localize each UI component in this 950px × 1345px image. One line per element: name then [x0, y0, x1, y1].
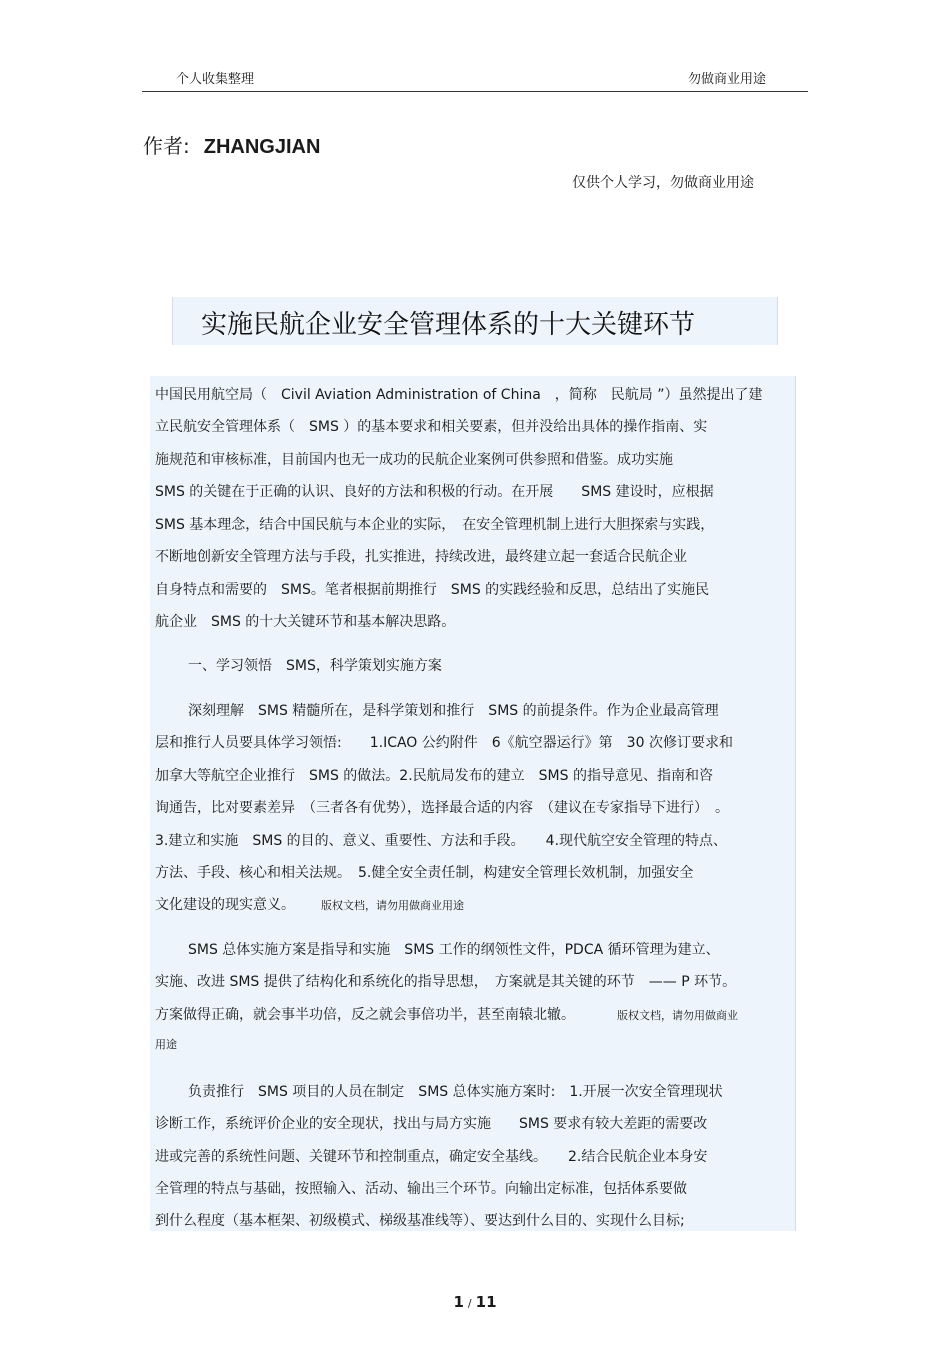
body-line [155, 1004, 738, 1024]
body-line: 诊断工作，系统评价企业的安全现状，找出与局方实施 SMS 要求有较大差距的需要改 [155, 1116, 708, 1132]
body-line: 3.建立和实施 SMS 的目的、意义、重要性、方法和手段。 4.现代航空安全管理的特点、 [155, 833, 728, 849]
body-line [155, 894, 464, 914]
page-total: 11 [475, 1293, 497, 1311]
body-text: 文化建设的现实意义。 [155, 897, 295, 913]
section-heading: 一、学习领悟 SMS，科学策划实施方案 [188, 658, 442, 674]
body-line: 询通告，比对要素差异 （三者各有优势），选择最合适的内容 （建议在专家指导下进行） 。 [155, 800, 729, 816]
header-left: 个人收集整理 [176, 72, 255, 87]
body-line: 层和推行人员要具体学习领悟: 1.ICAO 公约附件 6《航空器运行》第 30 次修订要求和 [155, 735, 733, 751]
copyright-note-cont: 用途 [155, 1038, 177, 1051]
body-line: 实施、改进 SMS 提供了结构化和系统化的指导思想， 方案就是其关键的环节 —— P 环节。 [155, 974, 737, 990]
body-line: 加拿大等航空企业推行 SMS 的做法。2.民航局发布的建立 SMS 的指导意见、指南和咨 [155, 768, 713, 784]
author-label: 作者: [143, 134, 190, 158]
header-right: 勿做商业用途 [688, 72, 767, 87]
body-line: 施规范和审核标准，目前国内也无一成功的民航企业案例可供参照和借鉴。成功实施 [155, 452, 673, 468]
usage-notice: 仅供个人学习，勿做商业用途 [572, 175, 754, 191]
author-name: ZHANGJIAN [203, 136, 321, 158]
article-title: 实施民航企业安全管理体系的十大关键环节 [201, 310, 696, 340]
copyright-note: 版权文档，请勿用做商业用途 [321, 899, 464, 912]
title-box [172, 297, 778, 345]
body-line: 航企业 SMS 的十大关键环节和基本解决思路。 [155, 614, 456, 630]
page-current: 1 [453, 1293, 464, 1311]
body-text: 方案做得正确，就会事半功倍，反之就会事倍功半，甚至南辕北辙。 [155, 1007, 575, 1023]
body-line: 深刻理解 SMS 精髓所在，是科学策划和推行 SMS 的前提条件。作为企业最高管理 [188, 703, 719, 719]
page-number [0, 1293, 950, 1311]
author-line [143, 130, 320, 159]
page-separator: / [467, 1297, 472, 1310]
body-line: SMS 总体实施方案是指导和实施 SMS 工作的纲领性文件，PDCA 循环管理为建立、 [188, 942, 720, 958]
body-line: 全管理的特点与基础，按照输入、活动、输出三个环节。向输出定标准，包括体系要做 [155, 1181, 687, 1197]
body-line: SMS 的关键在于正确的认识、良好的方法和积极的行动。在开展 SMS 建设时，应根据 [155, 484, 714, 500]
body-line: 立民航安全管理体系（ SMS ）的基本要求和相关要素，但并没给出具体的操作指南、实 [155, 419, 708, 435]
body-line: 中国民用航空局（ Civil Aviation Administration of China ，简称 民航局 ”）虽然提出了建 [155, 387, 763, 403]
body-line: 到什么程度（基本框架、初级模式、梯级基准线等）、要达到什么目的、实现什么目标; [155, 1213, 685, 1229]
body-line: 自身特点和需要的 SMS。笔者根据前期推行 SMS 的实践经验和反思，总结出了实施民 [155, 582, 710, 598]
body-line: 负责推行 SMS 项目的人员在制定 SMS 总体实施方案时: 1.开展一次安全管理现状 [188, 1084, 723, 1100]
body-line: 方法、手段、核心和相关法规。 5.健全安全责任制，构建安全管理长效机制，加强安全 [155, 865, 694, 881]
body-line: SMS 基本理念，结合中国民航与本企业的实际， 在安全管理机制上进行大胆探索与实践， [155, 517, 715, 533]
header-rule [142, 91, 808, 92]
body-line: 不断地创新安全管理方法与手段，扎实推进，持续改进，最终建立起一套适合民航企业 [155, 549, 687, 565]
copyright-note: 版权文档，请勿用做商业 [617, 1009, 738, 1022]
body-line: 进或完善的系统性问题、关键环节和控制重点，确定安全基线。 2.结合民航企业本身安 [155, 1149, 708, 1165]
